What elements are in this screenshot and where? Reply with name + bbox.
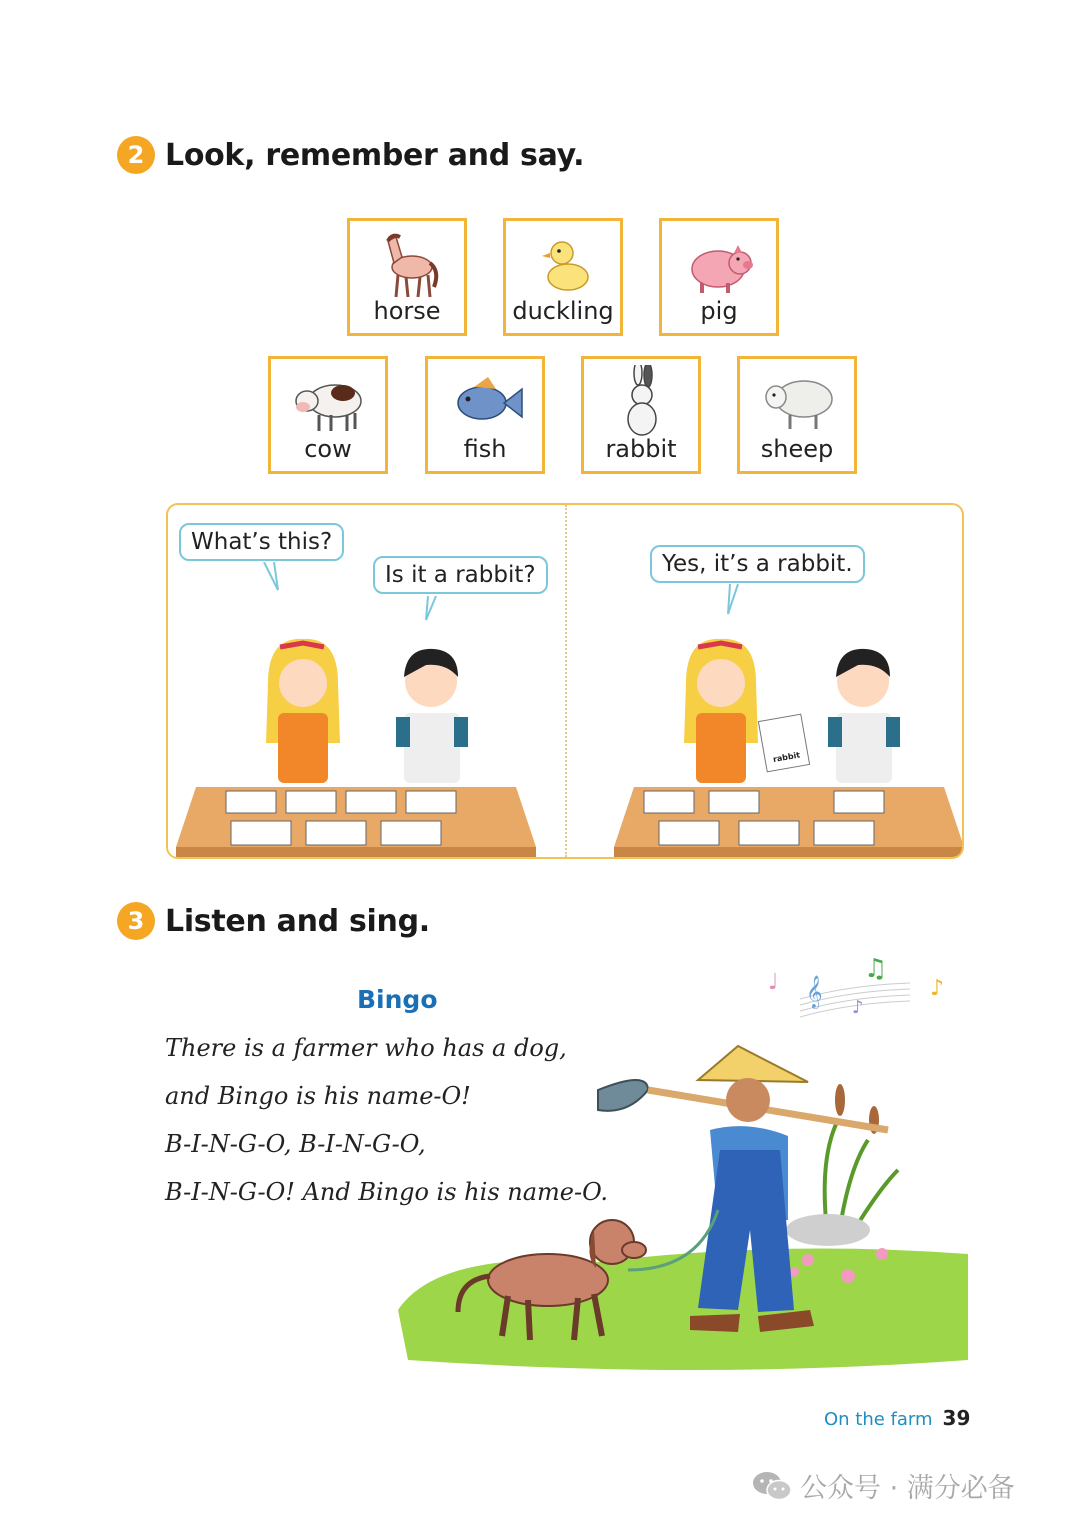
card-cow (268, 356, 388, 474)
svg-text:𝄞: 𝄞 (806, 975, 823, 1008)
card-label: pig (700, 297, 738, 325)
speech-bubble-yes-rabbit: Yes, it’s a rabbit. (650, 545, 865, 583)
section-number-badge: 3 (117, 902, 155, 940)
card-horse (347, 218, 467, 336)
card-rabbit (581, 356, 701, 474)
card-duckling (503, 218, 623, 336)
speech-bubble-is-it-rabbit: Is it a rabbit? (373, 556, 548, 594)
card-label: duckling (512, 297, 614, 325)
card-label: rabbit (605, 435, 677, 463)
wechat-icon (752, 1469, 792, 1503)
section-2-heading (117, 136, 584, 174)
farmer-dog-illustration (398, 1040, 970, 1370)
watermark-text: 公众号 · 满分必备 (800, 1473, 1015, 1504)
svg-text:♩: ♩ (768, 970, 779, 995)
card-label: cow (304, 435, 352, 463)
table-illustration (176, 777, 536, 859)
section-title: Listen and sing. (165, 903, 430, 939)
page-footer (824, 1406, 970, 1430)
lyric-line: and Bingo is his name-O! (165, 1082, 471, 1110)
svg-text:♪: ♪ (930, 976, 945, 1001)
bubble-tail (422, 596, 442, 622)
rabbit-icon (604, 365, 680, 445)
card-label: fish (463, 435, 507, 463)
card-pig (659, 218, 779, 336)
speech-bubble-whats-this: What’s this? (179, 523, 344, 561)
rabbit-card-held: rabbit (758, 714, 810, 773)
card-fish (425, 356, 545, 474)
svg-text:♫: ♫ (864, 955, 888, 984)
duckling-icon (526, 227, 602, 303)
bubble-tail (724, 584, 744, 616)
panel-divider (565, 505, 567, 857)
lyric-line: B-I-N-G-O! And Bingo is his name-O. (165, 1178, 608, 1206)
section-number-badge: 2 (117, 136, 155, 174)
table-illustration (614, 777, 964, 859)
section-3-heading (117, 902, 430, 940)
card-label: sheep (760, 435, 834, 463)
section-title: Look, remember and say. (165, 137, 585, 173)
boy-illustration (386, 637, 476, 787)
fish-icon (448, 365, 528, 441)
cow-icon (291, 365, 367, 441)
lyric-line: B-I-N-G-O, B-I-N-G-O, (165, 1130, 426, 1158)
page-number: 39 (942, 1406, 971, 1430)
horse-icon (370, 227, 446, 303)
unit-name: On the farm (824, 1409, 933, 1430)
sheep-icon (760, 365, 840, 441)
bubble-tail (262, 562, 282, 592)
boy-illustration (818, 637, 908, 787)
music-notes-icon (760, 955, 960, 1025)
song-title: Bingo (357, 985, 438, 1014)
lyric-line: There is a farmer who has a dog, (165, 1034, 567, 1062)
svg-text:♪: ♪ (852, 997, 864, 1018)
girl-illustration (258, 633, 348, 783)
pig-icon (682, 227, 758, 303)
girl-illustration (676, 633, 766, 783)
card-label: horse (373, 297, 441, 325)
watermark (752, 1466, 1015, 1505)
card-sheep (737, 356, 857, 474)
